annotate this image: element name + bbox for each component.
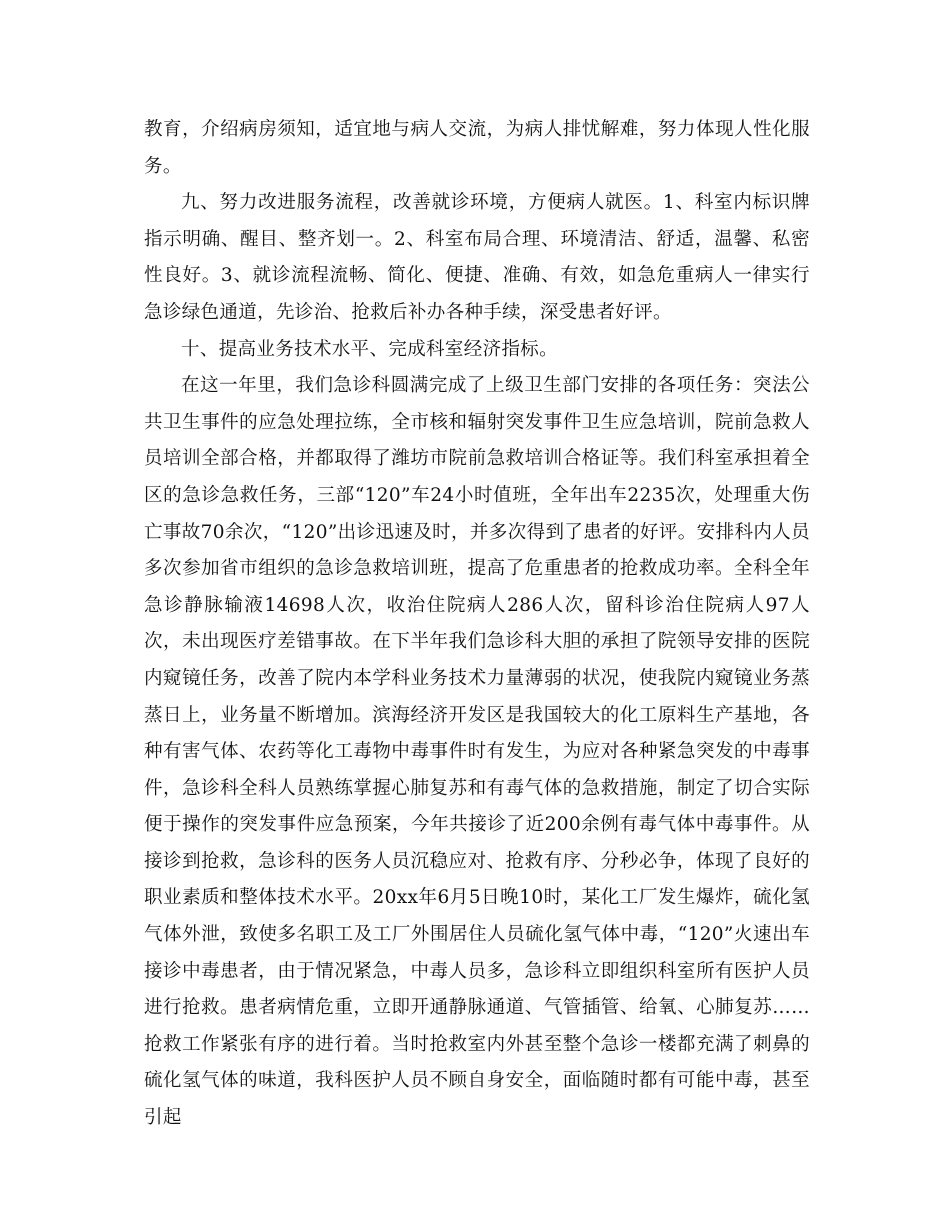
paragraph-4: 在这一年里，我们急诊科圆满完成了上级卫生部门安排的各项任务：突法公共卫生事件的应急处理拉练，全市核和辐射突发事件卫生应急培训，院前急救人员培训全部合格，并都取得了潍坊市院前急救培训合格证等。我们科室承担着全区的急诊急救任务，三部“120”车24小时值班，全年出车2235次，处理重大伤亡事故70余次，“120”出诊迅速及时，并多次得到了患者的好评。安排科内人员多次参加省市组织的急诊急救培训班，提高了危重患者的抢救成功率。全科全年急诊静脉输液14698人次，收治住院病人286人次，留科诊治住院病人97人次，未出现医疗差错事故。在下半年我们急诊科大胆的承担了院领导安排的医院内窥镜任务，改善了院内本学科业务技术力量薄弱的状况，使我院内窥镜业务蒸蒸日上，业务量不断增加。滨海经济开发区是我国较大的化工原料生产基地，各种有害气体、农药等化工毒物中毒事件时有发生，为应对各种紧急突发的中毒事件，急诊科全科人员熟练掌握心肺复苏和有毒气体的急救措施，制定了切合实际便于操作的突发事件应急预案，今年共接诊了近200余例有毒气体中毒事件。从接诊到抢救，急诊科的医务人员沉稳应对、抢救有序、分秒必争，体现了良好的职业素质和整体技术水平。20xx年6月5日晚10时，某化工厂发生爆炸，硫化氢气体外泄，致使多名职工及工厂外围居住人员硫化氢气体中毒，“120”火速出车接诊中毒患者，由于情况紧急，中毒人员多，急诊科立即组织科室所有医护人员进行抢救。患者病情危重，立即开通静脉通道、气管插管、给氧、心肺复苏……抢救工作紧张有序的进行着。当时抢救室内外甚至整个急诊一楼都充满了刺鼻的硫化氢气体的味道，我科医护人员不顾自身安全，面临随时都有可能中毒，甚至引起 (144, 375, 810, 1129)
document-page (144, 112, 810, 1137)
paragraph-1: 教育，介绍病房须知，适宜地与病人交流，为病人排忧解难，努力体现人性化服务。 (144, 119, 810, 177)
paragraph-2: 九、努力改进服务流程，改善就诊环境，方便病人就医。1、科室内标识牌指示明确、醒目、整齐划一。2、科室布局合理、环境清洁、舒适，温馨、私密性良好。3、就诊流程流畅、简化、便捷、准确、有效，如急危重病人一律实行急诊绿色通道，先诊治、抢救后补办各种手续，深受患者好评。 (144, 192, 810, 323)
paragraph-3: 十、提高业务技术水平、完成科室经济指标。 (181, 338, 559, 360)
